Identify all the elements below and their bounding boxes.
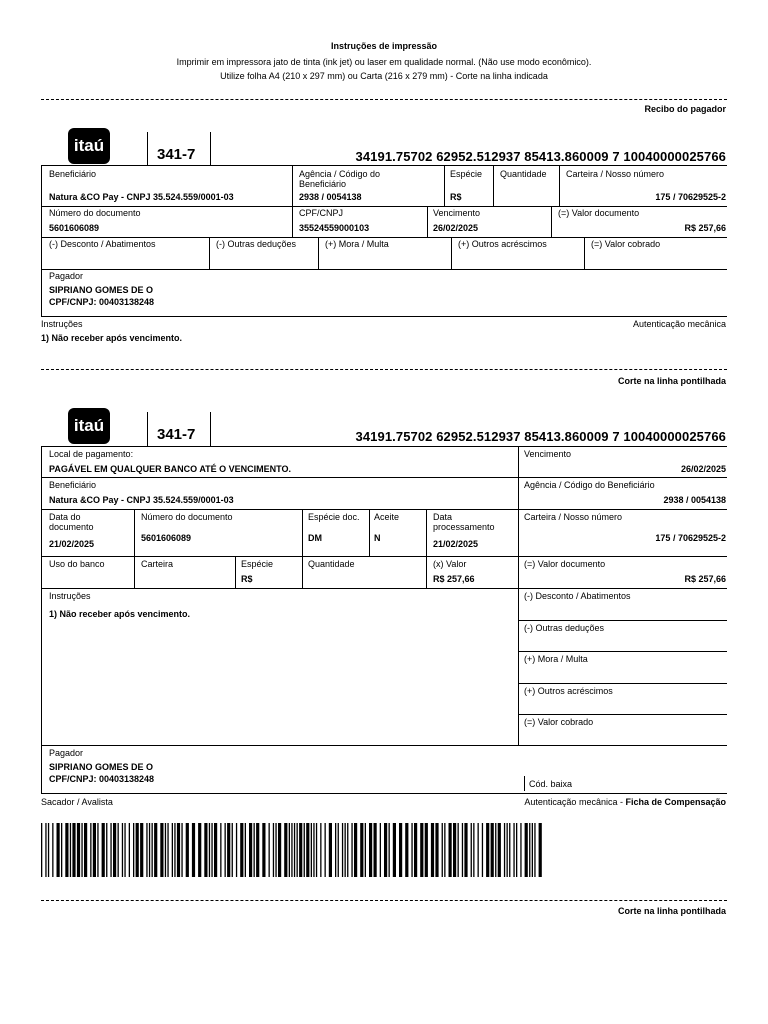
barcode-bar	[435, 823, 438, 877]
pagador-name: SIPRIANO GOMES DE O	[49, 285, 154, 295]
instrucao-item: 1) Não receber após vencimento.	[49, 609, 191, 619]
barcode-bar	[529, 823, 530, 877]
table-line	[369, 509, 370, 556]
barcode-bar	[181, 823, 182, 877]
barcode-bar	[256, 823, 259, 877]
barcode-bar	[369, 823, 372, 877]
barcode-bar	[149, 823, 150, 877]
table-line	[551, 206, 552, 237]
barcode-bar	[273, 823, 274, 877]
barcode-bar	[245, 823, 246, 877]
divider	[210, 412, 211, 446]
barcode-bar	[198, 823, 201, 877]
barcode-bar	[204, 823, 207, 877]
barcode-bar	[284, 823, 287, 877]
digitable-line: 34191.75702 62952.512937 85413.860009 7 10040000025766	[355, 429, 726, 444]
barcode-bar	[306, 823, 309, 877]
especie-label: Espécie	[241, 559, 274, 569]
barcode-bar	[389, 823, 390, 877]
barcode-bar	[482, 823, 483, 877]
autenticacao-ficha	[426, 797, 726, 807]
barcode-bar	[240, 823, 243, 877]
barcode-bar	[399, 823, 402, 877]
table-line	[559, 165, 560, 206]
outras-deducoes-label: (-) Outras deduções	[216, 239, 297, 249]
barcode-bar	[106, 823, 107, 877]
barcode-bar	[513, 823, 514, 877]
barcode-bar	[473, 823, 474, 877]
barcode-bar	[262, 823, 265, 877]
barcode-bar	[152, 823, 153, 877]
barcode-bar	[192, 823, 195, 877]
barcode-bar	[118, 823, 119, 877]
barcode-bar	[77, 823, 80, 877]
barcode-bar	[464, 823, 467, 877]
outros-acrescimos-label: (+) Outros acréscimos	[524, 686, 613, 696]
barcode-bar	[172, 823, 173, 877]
valor-doc-label: (=) Valor documento	[524, 559, 606, 569]
barcode-bar	[48, 823, 49, 877]
table-line	[584, 237, 585, 269]
barcode-bar	[174, 823, 175, 877]
barcode-bar	[453, 823, 456, 877]
cut-label: Corte na linha pontilhada	[617, 376, 726, 386]
barcode-bar	[90, 823, 91, 877]
agencia-value: 2938 / 0054138	[663, 495, 726, 505]
barcode-bar	[232, 823, 233, 877]
xvalor-value: R$ 257,66	[433, 574, 475, 584]
barcode-bar	[325, 823, 326, 877]
barcode-bar	[420, 823, 423, 877]
barcode-bar	[65, 823, 68, 877]
valor-doc-value: R$ 257,66	[684, 574, 726, 584]
barcode-bar	[220, 823, 221, 877]
local-value: PAGÁVEL EM QUALQUER BANCO ATÉ O VENCIMENTO.	[49, 464, 292, 474]
table-line	[41, 206, 727, 207]
barcode-bar	[70, 823, 71, 877]
especie-label: Espécie	[450, 169, 483, 179]
barcode-bar	[495, 823, 496, 877]
table-line	[41, 446, 727, 447]
table-line	[292, 206, 293, 237]
table-line	[426, 509, 427, 588]
barcode-bar	[498, 823, 501, 877]
barcode-bar	[313, 823, 314, 877]
desconto-label: (-) Desconto / Abatimentos	[49, 239, 156, 249]
table-line	[235, 556, 236, 588]
pagador-cpf: CPF/CNPJ: 00403138248	[49, 774, 155, 784]
table-border	[41, 446, 42, 793]
barcode-bar	[509, 823, 510, 877]
local-label: Local de pagamento:	[49, 449, 134, 459]
barcode-bar	[320, 823, 321, 877]
barcode-bar	[342, 823, 343, 877]
barcode-bar	[177, 823, 180, 877]
ficha-label: Ficha de Compensação	[625, 797, 726, 807]
barcode-bar	[491, 823, 494, 877]
beneficiario-label: Beneficiário	[49, 480, 97, 490]
barcode-bar	[278, 823, 281, 877]
vencimento-value: 26/02/2025	[680, 464, 726, 474]
barcode-bar	[225, 823, 226, 877]
barcode-bar	[97, 823, 98, 877]
especie-doc-label: Espécie doc.	[308, 512, 360, 522]
table-line	[451, 237, 452, 269]
table-border	[41, 165, 42, 316]
cut-line	[41, 369, 727, 370]
table-line	[41, 269, 727, 270]
table-line	[444, 165, 445, 206]
data-doc-label: Data do	[49, 512, 81, 522]
table-line	[41, 237, 727, 238]
barcode-bar	[154, 823, 157, 877]
divider	[524, 776, 525, 791]
table-line	[318, 237, 319, 269]
barcode-bar	[365, 823, 366, 877]
barcode-bar	[294, 823, 295, 877]
pagador-label: Pagador	[49, 271, 84, 281]
barcode-bar	[61, 823, 62, 877]
barcode-bar	[113, 823, 116, 877]
barcode	[41, 823, 544, 877]
barcode-bar	[249, 823, 252, 877]
barcode-bar	[209, 823, 210, 877]
cut-line	[41, 99, 727, 100]
barcode-bar	[165, 823, 166, 877]
carteira-label: Carteira / Nosso número	[566, 169, 665, 179]
mora-label: (+) Mora / Multa	[524, 654, 588, 664]
barcode-bar	[347, 823, 348, 877]
bank-code: 341-7	[157, 146, 196, 163]
barcode-bar	[289, 823, 290, 877]
num-doc-value: 5601606089	[49, 223, 100, 233]
table-line	[518, 683, 727, 684]
barcode-bar	[458, 823, 459, 877]
data-proc-value: 21/02/2025	[433, 539, 479, 549]
valor-cobrado-label: (=) Valor cobrado	[524, 717, 594, 727]
pagador-label: Pagador	[49, 748, 84, 758]
num-doc-value: 5601606089	[141, 533, 192, 543]
itau-logo: itaú	[68, 408, 110, 444]
barcode-bar	[275, 823, 276, 877]
barcode-bar	[311, 823, 312, 877]
barcode-bar	[167, 823, 168, 877]
table-line	[41, 556, 727, 557]
table-line	[41, 745, 727, 746]
table-line	[427, 206, 428, 237]
table-line	[41, 793, 727, 794]
barcode-bar	[160, 823, 163, 877]
table-line	[493, 165, 494, 206]
outros-acrescimos-label: (+) Outros acréscimos	[458, 239, 547, 249]
beneficiario-value: Natura &CO Pay - CNPJ 35.524.559/0001-03	[49, 495, 234, 505]
barcode-bar	[291, 823, 292, 877]
especie-value: R$	[450, 192, 462, 202]
barcode-bar	[186, 823, 189, 877]
beneficiario-value: Natura &CO Pay - CNPJ 35.524.559/0001-03	[49, 192, 234, 202]
barcode-bar	[41, 823, 42, 877]
barcode-bar	[444, 823, 445, 877]
data-proc-label: Data	[433, 512, 453, 522]
especie-value: R$	[241, 574, 253, 584]
table-line	[209, 237, 210, 269]
barcode-bar	[122, 823, 123, 877]
autenticacao-label: Autenticação mecânica	[632, 319, 726, 329]
barcode-bar	[129, 823, 130, 877]
table-line	[518, 714, 727, 715]
especie-doc-value: DM	[308, 533, 322, 543]
barcode-bar	[297, 823, 298, 877]
barcode-bar	[299, 823, 302, 877]
barcode-bar	[384, 823, 387, 877]
vencimento-label: Vencimento	[433, 208, 481, 218]
table-line	[518, 446, 519, 745]
barcode-bar	[52, 823, 53, 877]
mora-label: (+) Mora / Multa	[325, 239, 389, 249]
barcode-bar	[136, 823, 139, 877]
barcode-bar	[102, 823, 105, 877]
barcode-bar	[516, 823, 517, 877]
carteira-label: Carteira / Nosso número	[524, 512, 623, 522]
data-doc-label: documento	[49, 522, 94, 532]
barcode-bar	[81, 823, 82, 877]
barcode-bar	[269, 823, 270, 877]
print-instructions-title: Instruções de impressão	[330, 41, 438, 51]
table-line	[41, 588, 727, 589]
barcode-bar	[507, 823, 508, 877]
quantidade-label: Quantidade	[500, 169, 547, 179]
data-doc-value: 21/02/2025	[49, 539, 95, 549]
carteira-value: 175 / 70629525-2	[655, 192, 726, 202]
barcode-bar	[471, 823, 472, 877]
aceite-label: Aceite	[374, 512, 400, 522]
barcode-bar	[214, 823, 217, 877]
cpf-value: 35524559000103	[299, 223, 370, 233]
table-line	[41, 165, 727, 166]
barcode-bar	[360, 823, 363, 877]
barcode-bar	[425, 823, 428, 877]
pagador-cpf: CPF/CNPJ: 00403138248	[49, 297, 155, 307]
quantidade-label: Quantidade	[308, 559, 355, 569]
barcode-bar	[84, 823, 87, 877]
num-doc-label: Número do documento	[49, 208, 141, 218]
barcode-bar	[462, 823, 463, 877]
autenticacao-label: Autenticação mecânica -	[524, 797, 626, 807]
instrucoes-label: Instruções	[41, 319, 83, 329]
barcode-bar	[236, 823, 237, 877]
cpf-label: CPF/CNPJ	[299, 208, 344, 218]
print-instructions-line-1: Imprimir em impressora jato de tinta (ink jet) ou laser em qualidade normal. (Não use modo econômico).	[176, 57, 592, 67]
table-line	[41, 316, 727, 317]
barcode-bar	[124, 823, 125, 877]
instrucao-item: 1) Não receber após vencimento.	[41, 333, 183, 343]
barcode-bar	[380, 823, 381, 877]
sacador-label: Sacador / Avalista	[41, 797, 113, 807]
barcode-bar	[478, 823, 479, 877]
barcode-bar	[351, 823, 352, 877]
barcode-bar	[449, 823, 452, 877]
valor-doc-value: R$ 257,66	[684, 223, 726, 233]
barcode-bar	[374, 823, 377, 877]
table-line	[292, 165, 293, 206]
agencia-label: Beneficiário	[299, 179, 347, 189]
barcode-bar	[525, 823, 528, 877]
beneficiario-label: Beneficiário	[49, 169, 97, 179]
desconto-label: (-) Desconto / Abatimentos	[524, 591, 631, 601]
digitable-line: 34191.75702 62952.512937 85413.860009 7 10040000025766	[355, 149, 726, 164]
aceite-value: N	[374, 533, 381, 543]
barcode-bar	[405, 823, 408, 877]
barcode-bar	[431, 823, 434, 877]
num-doc-label: Número do documento	[141, 512, 233, 522]
barcode-bar	[539, 823, 542, 877]
barcode-bar	[329, 823, 332, 877]
xvalor-label: (x) Valor	[433, 559, 467, 569]
table-line	[41, 509, 727, 510]
barcode-bar	[146, 823, 147, 877]
vencimento-value: 26/02/2025	[433, 223, 479, 233]
print-instructions-line-2: Utilize folha A4 (210 x 297 mm) ou Carta (216 x 279 mm) - Corte na linha indicada	[220, 71, 548, 81]
carteira2-label: Carteira	[141, 559, 174, 569]
barcode-bar	[140, 823, 143, 877]
barcode-bar	[211, 823, 212, 877]
cod-baixa-label: Cód. baixa	[529, 779, 573, 789]
cut-label: Corte na linha pontilhada	[617, 906, 726, 916]
divider	[147, 412, 148, 446]
pagador-name: SIPRIANO GOMES DE O	[49, 762, 154, 772]
valor-cobrado-label: (=) Valor cobrado	[591, 239, 661, 249]
barcode-bar	[335, 823, 336, 877]
bank-code: 341-7	[157, 426, 196, 443]
barcode-bar	[393, 823, 396, 877]
barcode-bar	[133, 823, 134, 877]
barcode-bar	[227, 823, 230, 877]
barcode-bar	[304, 823, 305, 877]
table-line	[518, 651, 727, 652]
agencia-label: Agência / Código do Beneficiário	[524, 480, 655, 490]
barcode-bar	[338, 823, 339, 877]
agencia-label: Agência / Código do	[299, 169, 381, 179]
barcode-bar	[57, 823, 60, 877]
barcode-bar	[414, 823, 417, 877]
outras-deducoes-label: (-) Outras deduções	[524, 623, 605, 633]
barcode-bar	[345, 823, 346, 877]
receipt-label: Recibo do pagador	[644, 104, 726, 114]
table-line	[134, 509, 135, 588]
instrucoes-label: Instruções	[49, 591, 91, 601]
barcode-bar	[504, 823, 505, 877]
barcode-bar	[354, 823, 357, 877]
uso-banco-label: Uso do banco	[49, 559, 105, 569]
divider	[147, 132, 148, 165]
agencia-value: 2938 / 0054138	[299, 192, 362, 202]
barcode-bar	[93, 823, 96, 877]
barcode-bar	[411, 823, 412, 877]
valor-doc-label: (=) Valor documento	[558, 208, 640, 218]
table-line	[302, 509, 303, 588]
barcode-bar	[254, 823, 255, 877]
barcode-bar	[532, 823, 533, 877]
barcode-bar	[486, 823, 489, 877]
table-line	[41, 477, 727, 478]
divider	[210, 132, 211, 165]
barcode-bar	[534, 823, 535, 877]
table-line	[518, 620, 727, 621]
vencimento-label: Vencimento	[524, 449, 572, 459]
barcode-bar	[110, 823, 111, 877]
barcode-bar	[45, 823, 46, 877]
barcode-bar	[520, 823, 521, 877]
itau-logo: itaú	[68, 128, 110, 164]
cut-line	[41, 900, 727, 901]
barcode-bar	[72, 823, 75, 877]
data-proc-label: processamento	[433, 522, 495, 532]
carteira-value: 175 / 70629525-2	[655, 533, 726, 543]
barcode-bar	[316, 823, 317, 877]
barcode-bar	[442, 823, 443, 877]
